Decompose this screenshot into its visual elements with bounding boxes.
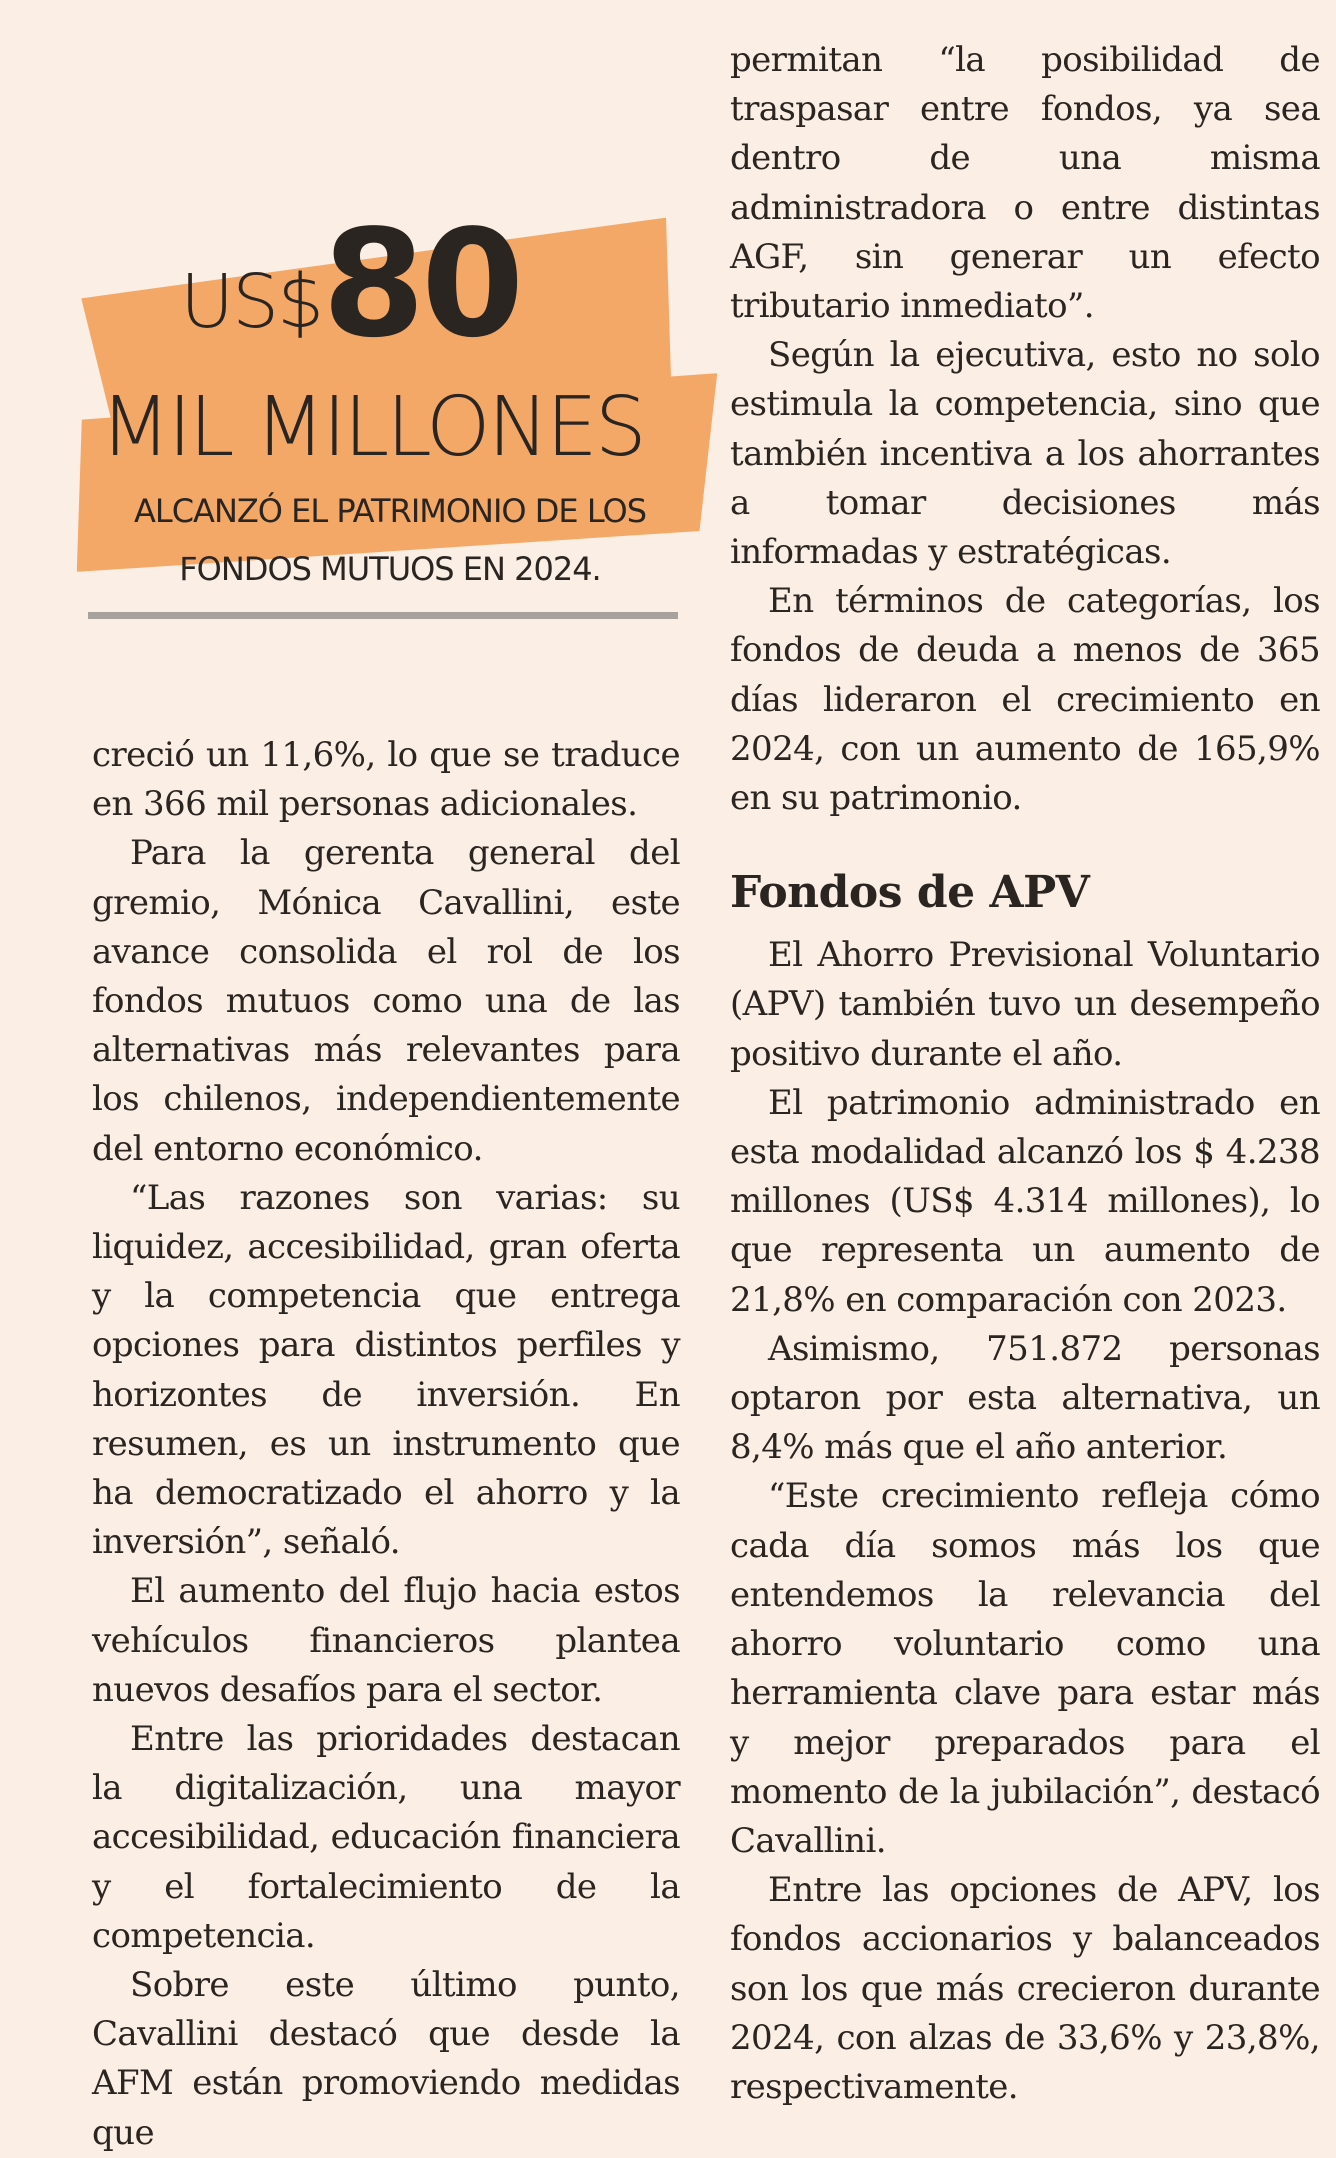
paragraph: Asimismo, 751.872 personas optaron por esta alternativa, un 8,4% más que el año anterior. [730, 1328, 1320, 1468]
paragraph: El Ahorro Previsional Voluntario (APV) también tuvo un desempeño positivo durante el año. [730, 935, 1320, 1074]
paragraph: “Este crecimiento refleja cómo cada día somos más los que entendemos la relevancia del ahorro voluntario como una herramienta clave para estar más y mejor preparados para el momento de la jubilación”, destacó Cavallini. [730, 1476, 1320, 1861]
right-column [730, 36, 1320, 2112]
paragraph: El aumento del flujo hacia estos vehículos financieros plantea nuevos desafíos para el sector. [92, 1571, 680, 1710]
callout-number: 80 [322, 198, 521, 370]
paragraph: creció un 11,6%, lo que se traduce en 366 mil personas adicionales. [92, 735, 680, 825]
callout-subtitle [90, 482, 690, 598]
callout-divider [88, 612, 678, 619]
highlight-callout [80, 200, 700, 630]
paragraph: En términos de categorías, los fondos de deuda a menos de 365 días lideraron el crecimiento en 2024, con un aumento de 165,9% en su patrimonio. [730, 581, 1320, 819]
paragraph: Sobre este último punto, Cavallini destacó que desde la AFM están promoviendo medidas que [92, 1965, 680, 2153]
callout-currency: US$ [180, 259, 323, 345]
paragraph: permitan “la posibilidad de traspasar entre fondos, ya sea dentro de una misma administradora o entre distintas AGF, sin generar un efecto tributario inmediato”. [730, 40, 1320, 327]
paragraph: Para la gerenta general del gremio, Mónica Cavallini, este avance consolida el rol de los fondos mutuos como una de las alternativas más relevantes para los chilenos, independientemente del entorno económico. [92, 833, 680, 1169]
section-heading: Fondos de APV [730, 867, 1090, 919]
callout-subtitle-line2: FONDOS MUTUOS EN 2024. [179, 550, 601, 588]
callout-subtitle-line1: ALCANZÓ EL PATRIMONIO DE LOS [133, 492, 646, 530]
paragraph: Según la ejecutiva, esto no solo estimula la competencia, sino que también incentiva a los ahorrantes a tomar decisiones más informadas y estratégicas. [730, 335, 1320, 573]
paragraph: Entre las opciones de APV, los fondos accionarios y balanceados son los que más crecieron durante 2024, con alzas de 33,6% y 23,8%, respectivamente. [730, 1870, 1320, 2107]
callout-amount [180, 198, 521, 370]
paragraph: El patrimonio administrado en esta modalidad alcanzó los $ 4.238 millones (US$ 4.314 millones), lo que representa un aumento de 21,8% en comparación con 2023. [730, 1082, 1320, 1320]
left-column [92, 731, 680, 2158]
paragraph: “Las razones son varias: su liquidez, accesibilidad, gran oferta y la competencia que entrega opciones para distintos perfiles y horizontes de inversión. En resumen, es un instrumento que ha democratizado el ahorro y la inversión”, señaló. [92, 1177, 680, 1563]
paragraph: Entre las prioridades destacan la digitalización, una mayor accesibilidad, educación financiera y el fortalecimiento de la competencia. [92, 1719, 680, 1956]
callout-unit: MIL MILLONES [100, 380, 644, 475]
